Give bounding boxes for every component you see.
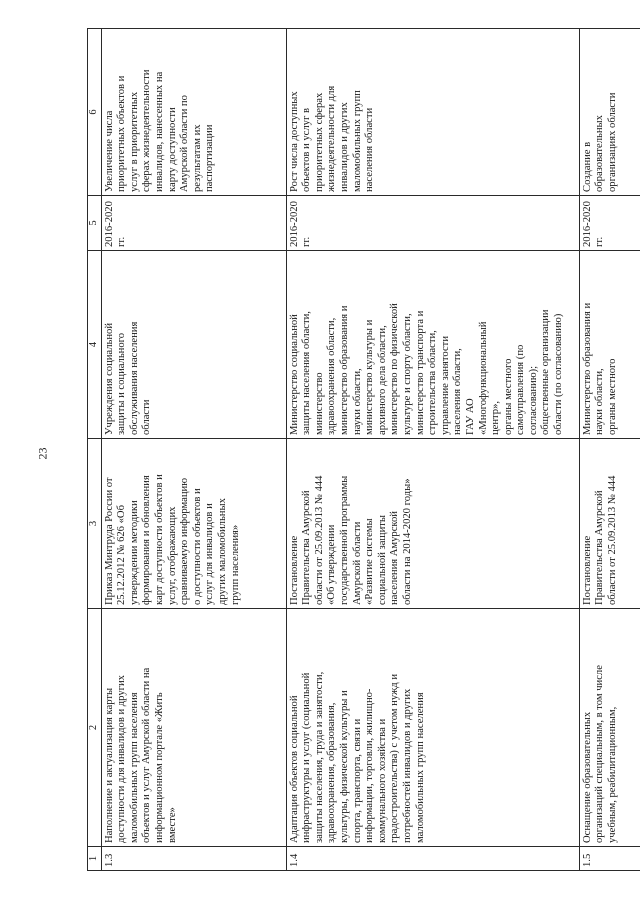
row-number: 1.4: [286, 847, 579, 871]
header-cell: 2: [88, 609, 102, 847]
table-canvas: [87, 29, 618, 871]
header-cell: 5: [88, 196, 102, 251]
header-cell: 4: [88, 251, 102, 439]
basis-cell: Приказ Минтруда России от 25.12.2012 № 626 «Об утверждении методики формирования и обновления карт доступности объектов и услуг, отображающих сравниваемую информацию о доступности объектов и услуг для инвалидов и других маломобильных групп населения»: [101, 439, 286, 609]
table-header-row: [88, 29, 102, 871]
result-cell: Создание в образовательных организациях области: [579, 29, 640, 196]
header-cell: 3: [88, 439, 102, 609]
basis-cell: Постановление Правительства Амурской области от 25.09.2013 № 444: [579, 439, 640, 609]
executors-cell: Учреждения социальной защиты и социального обслуживания населения области: [101, 251, 286, 439]
table-row: [286, 29, 579, 871]
result-cell: Рост числа доступных объектов и услуг в приоритетных сферах жизнедеятельности для инвалидов и других маломобильных групп населения области: [286, 29, 579, 196]
period-cell: 2016-2020 гг.: [101, 196, 286, 251]
activity-cell: Наполнение и актуализация карты доступности для инвалидов и других маломобильных групп населения объектов и услуг Амурской области на информационном портале «Жить вместе»: [101, 609, 286, 847]
activity-cell: Оснащение образовательных организаций специальным, в том числе учебным, реабилитационным,: [579, 609, 640, 847]
executors-cell: Министерство образования и науки области, органы местного: [579, 251, 640, 439]
activity-cell: Адаптация объектов социальной инфраструктуры и услуг (социальной защиты населения, труда и занятости, здравоохранения, образования, культуры, физической культуры и спорта, транспорта, связи и информации, торговли, жилищно- коммунального хозяйства и градостроительства) с учетом нужд и потребностей инвалидов и других маломобильных групп населения: [286, 609, 579, 847]
table-row: [101, 29, 286, 871]
measures-table: [87, 28, 640, 871]
period-cell: 2016-2020 гг.: [579, 196, 640, 251]
basis-cell: Постановление Правительства Амурской области от 25.09.2013 № 444 «Об утверждении государственной программы Амурской области «Развитие системы социальной защиты населения Амурской области на 2014-2020 годы»: [286, 439, 579, 609]
executors-cell: Министерство социальной защиты населения области, министерство здравоохранения области, министерство образования и науки области, министерство культуры и архивного дела области, министерство по физической культуре и спорту области, министерство транспорта и строительства области, управление занятости населения области, ГАУ АО «Многофункциональный центр», органы местного самоуправления (по согласованию); общественные организации области (по согласованию): [286, 251, 579, 439]
row-number: 1.3: [101, 847, 286, 871]
row-number: 1.5: [579, 847, 640, 871]
table-row: [579, 29, 640, 871]
header-cell: 1: [88, 847, 102, 871]
page-number: 23: [35, 447, 50, 460]
period-cell: 2016-2020 гг.: [286, 196, 579, 251]
header-cell: 6: [88, 29, 102, 196]
result-cell: Увеличение числа приоритетных объектов и услуг в приоритетных сферах жизнедеятельности инвалидов, нанесенных на карту доступности Амурской области по результатам их паспортизации: [101, 29, 286, 196]
